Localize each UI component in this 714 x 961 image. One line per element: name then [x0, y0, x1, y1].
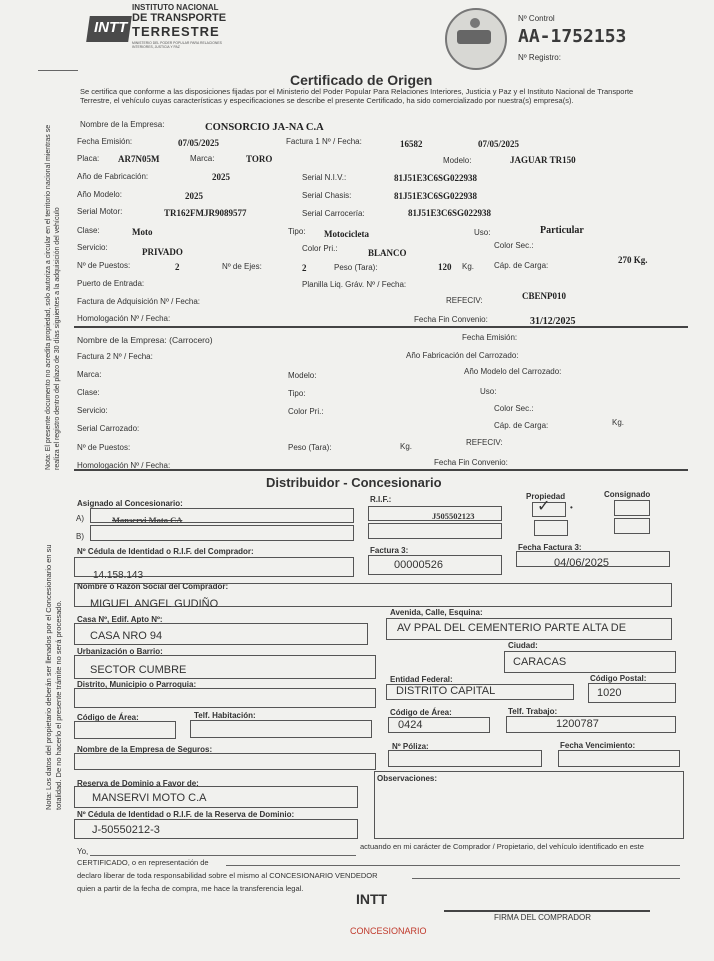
carrocero-peso-label: Peso (Tara): [288, 443, 332, 452]
clase: Moto [132, 227, 153, 237]
carroceria-label: Serial Carrocería: [302, 209, 365, 218]
consignado-label: Consignado [604, 490, 651, 499]
factura-num: 16582 [400, 139, 423, 149]
razon: MIGUEL ANGEL GUDIÑO [90, 598, 219, 610]
marca-label: Marca: [190, 154, 215, 163]
seguros-label: Nombre de la Empresa de Seguros: [77, 745, 213, 754]
carrocero-color-pri-label: Color Pri.: [288, 407, 324, 416]
logo-abbr: INTT [94, 19, 128, 36]
carrocero-tipo-label: Tipo: [288, 389, 306, 398]
motor: TR162FMJR9089577 [164, 208, 247, 218]
concesionario-b-field[interactable] [90, 525, 354, 541]
vencimiento-label: Fecha Vencimiento: [560, 741, 636, 750]
telf-hab-field[interactable] [190, 720, 372, 738]
uso: Particular [540, 225, 584, 236]
cedula-reserva-label: Nº Cédula de Identidad o R.I.F. de la Reserva de Dominio: [77, 810, 295, 819]
ciudad-label: Ciudad: [508, 641, 538, 650]
fecha-factura3: 04/06/2025 [554, 557, 610, 569]
carrocero-homologacion-label: Homologación Nº / Fecha: [77, 461, 171, 470]
signature-line [444, 910, 650, 912]
distrito-label: Distrito, Municipio o Parroquia: [77, 680, 197, 689]
carrocero-clase-label: Clase: [77, 388, 100, 397]
carrocero-puestos-label: Nº de Puestos: [77, 443, 131, 452]
factura3: 00000526 [394, 559, 443, 571]
cedula-reserva: J-50550212-3 [92, 824, 160, 836]
niv-label: Serial N.I.V.: [302, 173, 347, 182]
vencimiento-field[interactable] [558, 750, 680, 767]
rif-b-field[interactable] [368, 523, 502, 539]
logo-line1: INSTITUTO NACIONAL [132, 3, 219, 12]
poliza-label: Nº Póliza: [392, 742, 429, 751]
niv: 81J51E3C6SG022938 [394, 173, 478, 183]
carrocero-kg2: Kg. [400, 442, 413, 451]
carga: 270 Kg. [618, 255, 648, 265]
puestos-label: Nº de Puestos: [77, 261, 131, 270]
check-mark-icon: ✓ [537, 498, 551, 515]
anio-fab-label: Año de Fabricación: [77, 172, 149, 181]
color-sec-label: Color Sec.: [494, 241, 534, 250]
area-field[interactable] [74, 721, 176, 739]
carrocero-color-sec-label: Color Sec.: [494, 404, 534, 413]
carrocero-carga-label: Cáp. de Carga: [494, 421, 549, 430]
carrocero-nombre-label: Nombre de la Empresa: (Carrocero) [77, 335, 213, 345]
color-pri: BLANCO [368, 248, 407, 258]
footer-certificado: CERTIFICADO, o en representación de [77, 858, 209, 867]
carrocero-refeciv-label: REFECIV: [466, 438, 503, 447]
rif-label: R.I.F.: [370, 495, 392, 504]
uso-label: Uso: [474, 228, 491, 237]
ciudad: CARACAS [513, 656, 567, 668]
distrito-field[interactable] [74, 688, 376, 708]
footer-concesionario: CONCESIONARIO [350, 926, 427, 936]
peso-label: Peso (Tara): [334, 263, 378, 272]
postal: 1020 [597, 687, 622, 699]
propiedad-label: Propiedad [526, 492, 566, 501]
document-title: Certificado de Origen [290, 72, 433, 88]
asignado-label: Asignado al Concesionario: [77, 499, 183, 508]
postal-label: Código Postal: [590, 674, 647, 683]
concesionario-a: Manservi Moto CA [112, 515, 183, 525]
urb: SECTOR CUMBRE [90, 664, 187, 676]
footer-declaro: declaro liberar de toda responsabilidad sobre el mismo al CONCESIONARIO VENDEDOR [77, 871, 378, 880]
carrocero-anio-mod-label: Año Modelo del Carrozado: [464, 367, 562, 376]
fecha-fin: 31/12/2025 [530, 316, 576, 327]
entidad-label: Entidad Federal: [390, 675, 453, 684]
urb-label: Urbanización o Barrio: [77, 647, 163, 656]
ejes: 2 [302, 263, 307, 273]
anio-fab: 2025 [212, 172, 230, 182]
cedula-label: Nº Cédula de Identidad o R.I.F. del Comprador: [77, 547, 254, 556]
telf-hab-label: Telf. Habitación: [194, 711, 256, 720]
anio-mod: 2025 [185, 191, 203, 201]
logo-ministry: MINISTERIO DEL PODER POPULAR PARA RELACIONES INTERIORES, JUSTICIA Y PAZ [132, 41, 222, 49]
avenida-label: Avenida, Calle, Esquina: [390, 608, 483, 617]
empresa-nombre-label: Nombre de la Empresa: [80, 120, 165, 129]
chasis-label: Serial Chasis: [302, 191, 352, 200]
telf-trab-label: Telf. Trabajo: [508, 707, 558, 716]
cedula: 14.158.143 [93, 570, 144, 581]
ejes-label: Nº de Ejes: [222, 262, 262, 271]
factura3-label: Factura 3: [370, 546, 409, 555]
empresa-nombre: CONSORCIO JA-NA C.A [205, 122, 324, 133]
placa-label: Placa: [77, 154, 100, 163]
carrocero-servicio-label: Servicio: [77, 406, 108, 415]
reserva-label: Reserva de Dominio a Favor de: [77, 779, 199, 788]
fecha-fin-label: Fecha Fin Convenio: [414, 315, 488, 324]
propiedad-b-checkbox[interactable] [534, 520, 568, 536]
factura-fecha: 07/05/2025 [478, 139, 520, 149]
footer-quien: quien a partir de la fecha de compra, me hace la transferencia legal. [77, 884, 304, 893]
footer-yo: Yo, [77, 847, 89, 856]
anio-mod-label: Año Modelo: [77, 190, 122, 199]
divider-carrocero [74, 469, 688, 471]
side-note-bottom: Nota: Los datos del propietario deberán ser llenados por el Concesionario en su totalidad. De no hacerlo el presente trámite no será procesado. [44, 544, 63, 810]
tipo-label: Tipo: [288, 227, 306, 236]
razon-label: Nombre o Razón Social del Comprador: [77, 582, 229, 591]
puerto-label: Puerto de Entrada: [77, 279, 145, 288]
observaciones-label: Observaciones: [377, 774, 438, 783]
registro-label: Nº Registro: [518, 53, 561, 62]
footer-intt: INTT [356, 891, 388, 907]
fecha-factura3-label: Fecha Factura 3: [518, 543, 582, 552]
refeciv-label: REFECIV: [446, 296, 483, 305]
refeciv: CBENP010 [522, 291, 567, 301]
area2-label: Código de Área: [390, 708, 452, 717]
footer-actuando: actuando en mi carácter de Comprador / Propietario, del vehículo identificado en este [360, 842, 644, 851]
servicio-label: Servicio: [77, 243, 108, 252]
distribuidor-title: Distribuidor - Concesionario [266, 475, 442, 490]
seguros-field[interactable] [74, 753, 376, 770]
consignado-a-checkbox[interactable] [614, 500, 650, 516]
logo-line2: DE TRANSPORTE [132, 12, 227, 24]
modelo: JAGUAR TR150 [510, 155, 576, 165]
fecha-emision-label: Fecha Emisión: [77, 137, 133, 146]
carrocero-modelo-label: Modelo: [288, 371, 317, 380]
control-number: AA-1752153 [518, 26, 627, 47]
chasis: 81J51E3C6SG022938 [394, 191, 478, 201]
area-label: Código de Área: [77, 713, 139, 722]
reserva: MANSERVI MOTO C.A [92, 792, 207, 804]
carrocero-uso-label: Uso: [480, 387, 497, 396]
intt-logo [88, 2, 236, 52]
casa-label: Casa Nº, Edif. Apto Nº: [77, 615, 163, 624]
planilla-label: Planilla Liq. Gráv. Nº / Fecha: [302, 280, 407, 289]
seal-icon [445, 8, 507, 70]
intro-text: Se certifica que conforme a las disposiciones fijadas por el Ministerio del Poder Popular Para Relaciones Interiores, Justicia y Paz y el Instituto Nacional de Transporte Terrestre, el vehículo cuyas características y especificaciones se describe el presente Certificado, ha sido comercializado por nuestra(s) empresa(s). [80, 87, 634, 105]
puestos: 2 [175, 262, 180, 272]
placa: AR7N05M [118, 154, 160, 164]
clase-label: Clase: [77, 226, 100, 235]
carrocero-kg: Kg. [612, 418, 625, 427]
side-note-top: Nota: El presente documento no acredita propiedad, solo autoriza a circular en el territorio nacional mientras se realiza el registro dentro del plazo de 30 días siguientes a la adquisición del vehículo [45, 124, 61, 470]
row-b-label: B) [76, 532, 84, 541]
marca: TORO [246, 154, 273, 164]
consignado-b-checkbox[interactable] [614, 518, 650, 534]
modelo-label: Modelo: [443, 156, 472, 165]
poliza-field[interactable] [388, 750, 542, 767]
carroceria: 81J51E3C6SG022938 [408, 208, 492, 218]
carrocero-fecha-fin-label: Fecha Fin Convenio: [434, 458, 508, 467]
control-label: Nº Control [518, 14, 555, 23]
carga-label: Cáp. de Carga: [494, 261, 549, 270]
dot-mark-icon: • [570, 503, 573, 512]
telf-trab: 1200787 [556, 718, 599, 730]
row-a-label: A) [76, 514, 84, 523]
rif-a: J505502123 [432, 511, 475, 521]
fecha-emision: 07/05/2025 [178, 138, 220, 148]
servicio: PRIVADO [142, 247, 183, 257]
homologacion-label: Homologación Nº / Fecha: [77, 314, 171, 323]
casa: CASA NRO 94 [90, 630, 163, 642]
entidad: DISTRITO CAPITAL [396, 685, 496, 697]
carrocero-factura-label: Factura 2 Nº / Fecha: [77, 352, 153, 361]
carrocero-marca-label: Marca: [77, 370, 102, 379]
motor-label: Serial Motor: [77, 207, 123, 216]
logo-line3: TERRESTRE [132, 24, 220, 39]
tipo: Motocicleta [324, 229, 369, 239]
area2: 0424 [398, 719, 423, 731]
color-pri-label: Color Pri.: [302, 244, 338, 253]
factura-label: Factura 1 Nº / Fecha: [286, 137, 362, 146]
carrocero-anio-fab-label: Año Fabricación del Carrozado: [406, 351, 519, 360]
peso: 120 [438, 262, 452, 272]
footer-firma: FIRMA DEL COMPRADOR [494, 913, 592, 922]
avenida: AV PPAL DEL CEMENTERIO PARTE ALTA DE [397, 622, 627, 634]
peso-kg: Kg. [462, 262, 475, 271]
factura-adq-label: Factura de Adquisición Nº / Fecha: [77, 297, 200, 306]
divider-empresa [74, 326, 688, 328]
carrocero-serial-label: Serial Carrozado: [77, 424, 140, 433]
carrocero-fecha-emision-label: Fecha Emisión: [462, 333, 518, 342]
